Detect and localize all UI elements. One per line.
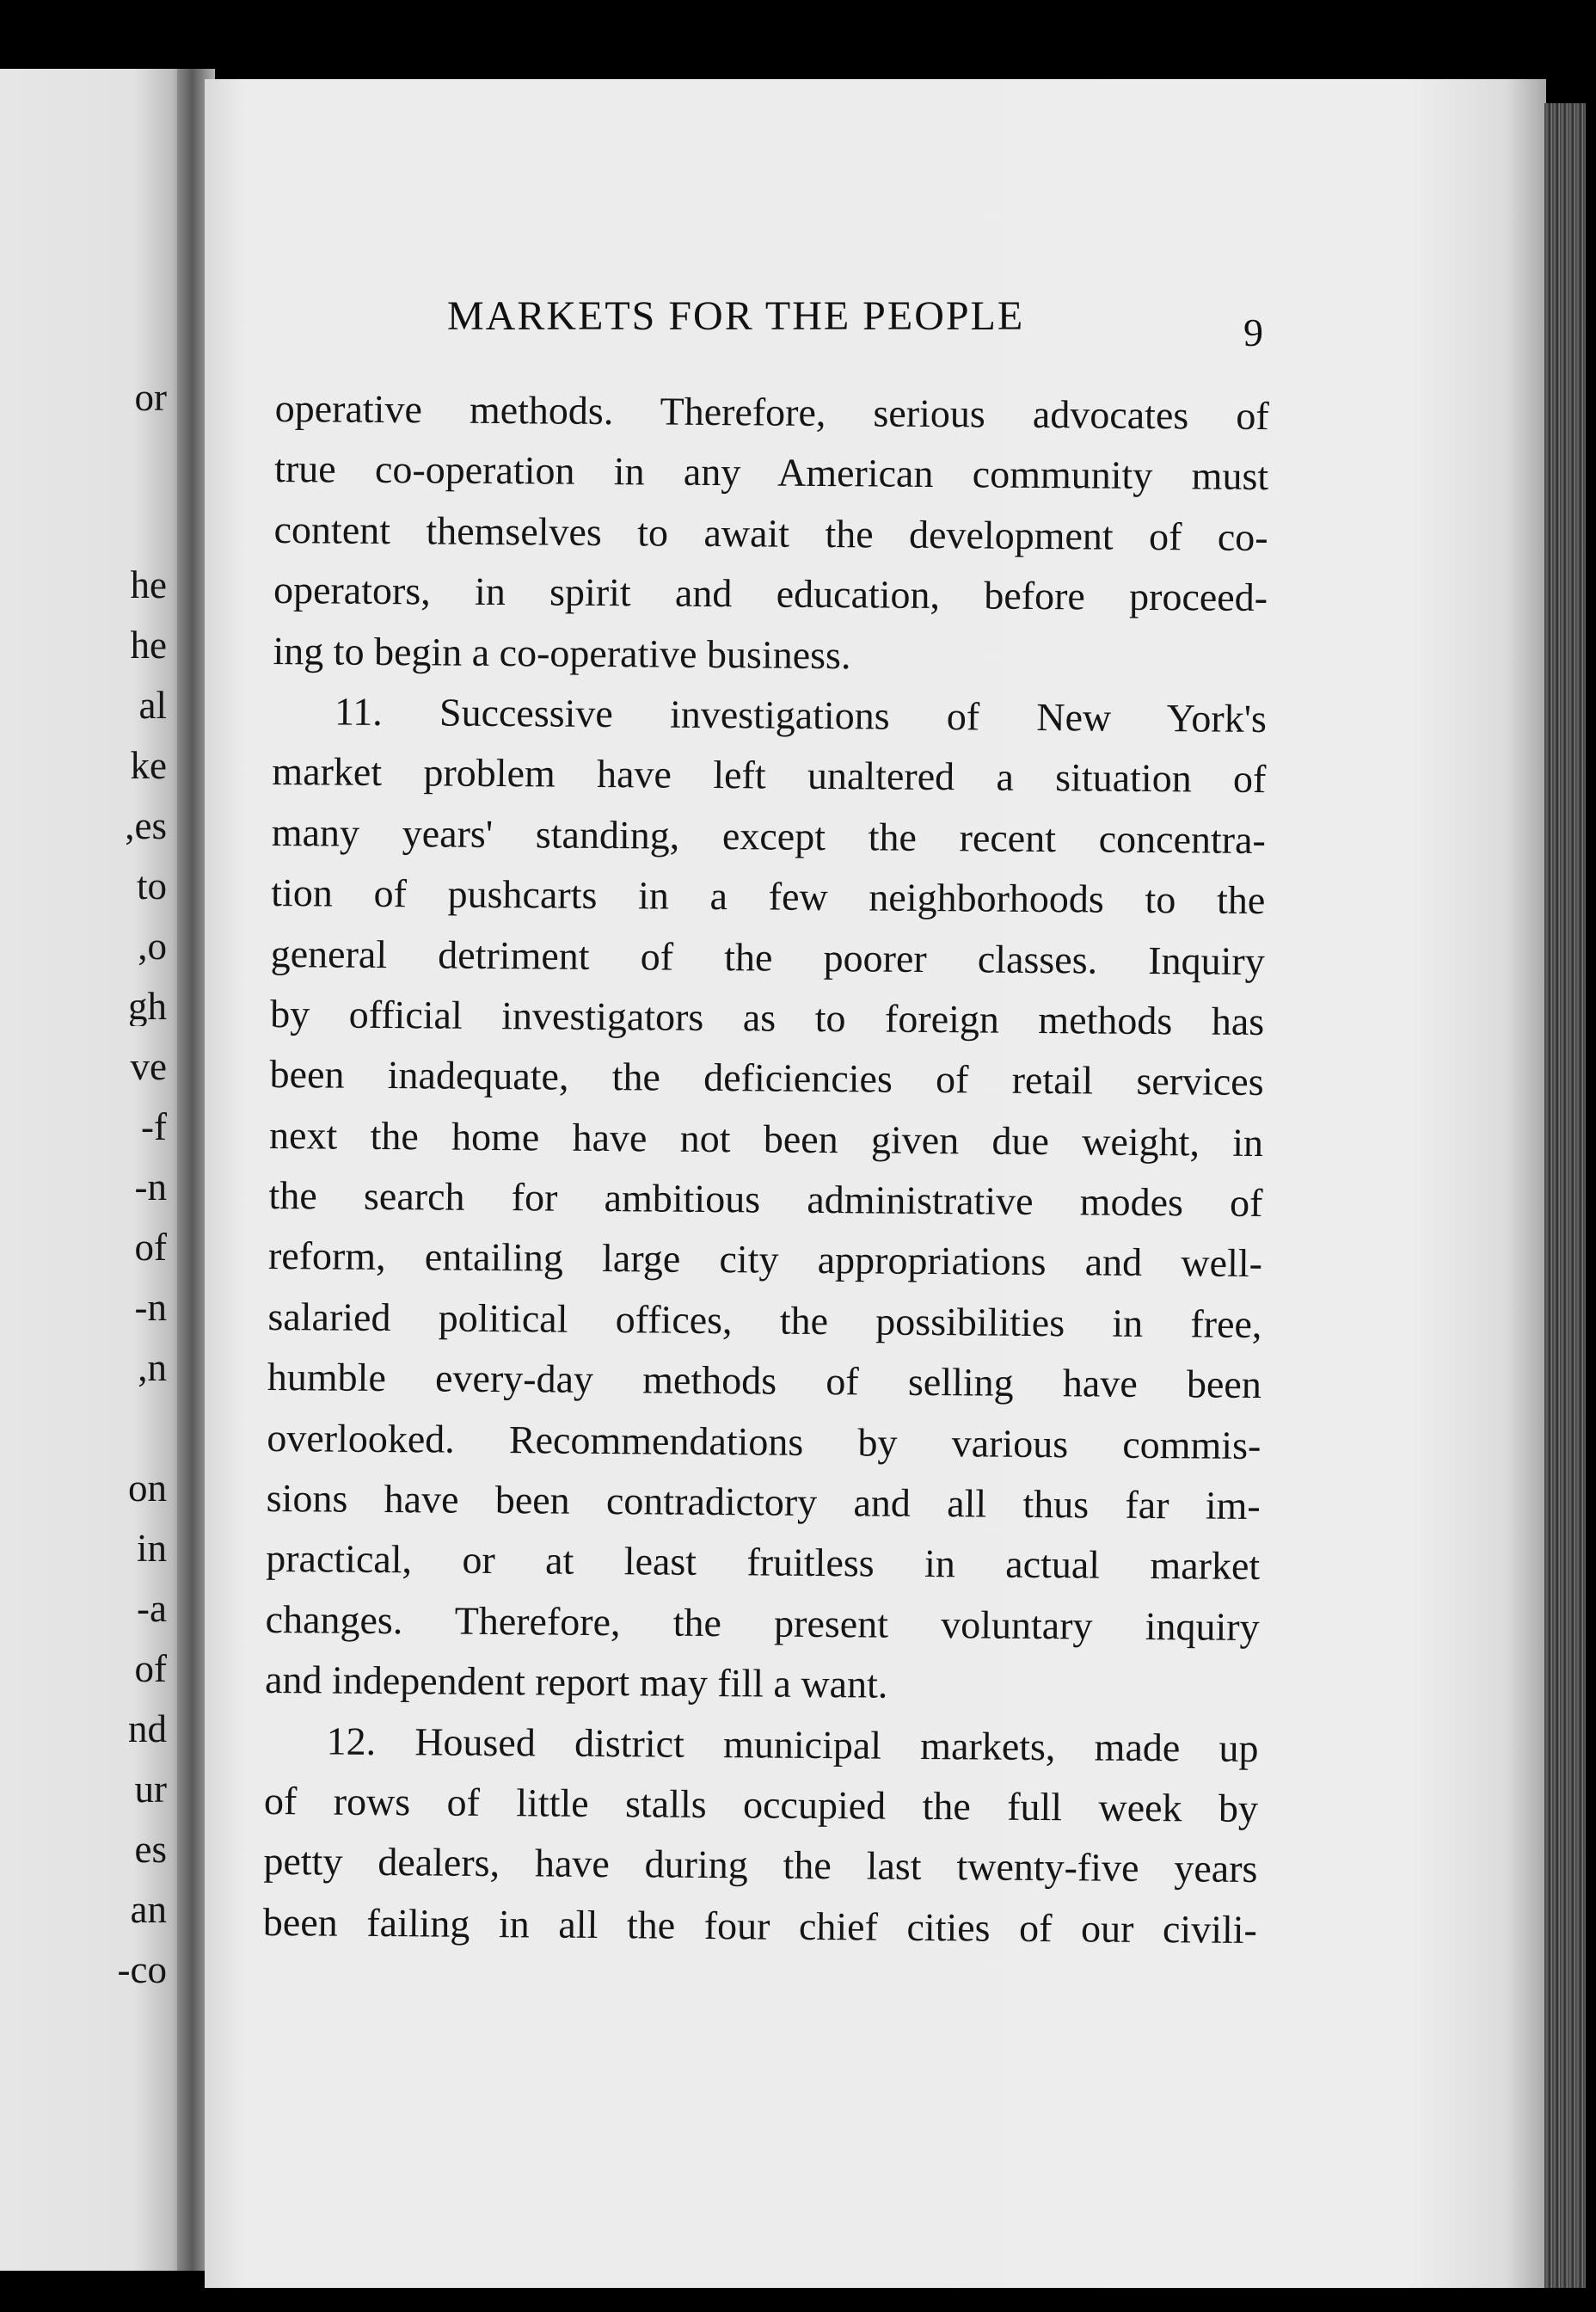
text-line: petty dealers, have during the last twenty-five years [263,1839,1258,1891]
text-line: operative methods. Therefore, serious advocates of [274,385,1269,439]
left-page-fragment: co- [117,1951,167,1989]
page-number: 9 [1243,311,1263,354]
text-line: salaried political offices, the possibilities in free, [267,1294,1262,1346]
text-line: been failing in all the four chief cities of our civili- [262,1899,1258,1952]
text-line: practical, or at least fruitless in actual market [266,1536,1261,1589]
left-page-fragment: to [136,867,167,906]
left-page-fragment: in [136,1529,167,1568]
text-line: the search for ambitious administrative modes of [268,1173,1263,1226]
left-page-fragment: o, [138,927,167,966]
text-line: been inadequate, the deficiencies of retail services [269,1052,1264,1104]
left-page-fragment: f- [141,1108,167,1147]
left-page-fragment: nd [128,1710,167,1749]
text-line: changes. Therefore, the present voluntary inquiry [265,1596,1260,1649]
page-edge [1544,103,1586,2288]
running-head: MARKETS FOR THE PEOPLE [447,293,1025,339]
left-page-fragment: al [138,686,167,725]
text-line: many years' standing, except the recent concentra- [271,809,1267,862]
text-line: reform, entailing large city appropriations and well- [267,1233,1263,1286]
left-page-fragment: es, [125,807,167,845]
body-text [263,378,1269,1960]
left-page-fragment: on [128,1469,167,1508]
left-page-fragment: of [134,1650,167,1688]
text-line: market problem have left unaltered a situation of [272,749,1267,802]
left-page-fragment: es [134,1830,167,1869]
left-page-fragment: or [134,378,167,417]
text-line: next the home have not been given due weight, in [268,1112,1264,1165]
left-page-fragment: he [130,566,167,605]
text-line: and independent report may fill a want. [264,1657,888,1706]
left-page-fragment: n, [138,1349,167,1387]
left-page-fragment: of [134,1228,167,1267]
text-line: ing to begin a co-operative business. [273,628,851,677]
paragraph-start-line: 12. Housed district municipal markets, made up [326,1719,1259,1770]
left-page-fragment: n- [134,1168,167,1207]
left-page-fragment: n- [134,1288,167,1327]
left-page-fragment: ve [130,1048,167,1086]
text-line: of rows of little stalls occupied the full week by [263,1778,1259,1831]
text-line: true co-operation in any American community must [273,446,1269,499]
left-page-fragment: he [130,626,167,665]
text-line: overlooked. Recommendations by various commis- [267,1415,1261,1467]
text-line: by official investigators as to foreign methods has [270,991,1265,1043]
left-page-fragment: gh [128,987,167,1026]
text-line: general detriment of the poorer classes. Inquiry [270,931,1265,983]
left-facing-page [0,69,191,2271]
left-page-fragment: a- [137,1590,167,1628]
paragraph-start-line: 11. Successive investigations of New York's [334,689,1268,741]
text-line: sions have been contradictory and all thus far im- [266,1475,1261,1528]
left-page-fragment: ke [130,747,167,785]
text-line: content themselves to await the development of co- [273,507,1268,559]
text-line: tion of pushcarts in a few neighborhoods to the [271,870,1266,923]
text-line: humble every-day methods of selling have been [267,1355,1262,1407]
left-page-fragment: an [130,1891,167,1929]
left-page-fragment: ur [134,1770,167,1809]
text-line: operators, in spirit and education, before proceed- [273,568,1268,620]
